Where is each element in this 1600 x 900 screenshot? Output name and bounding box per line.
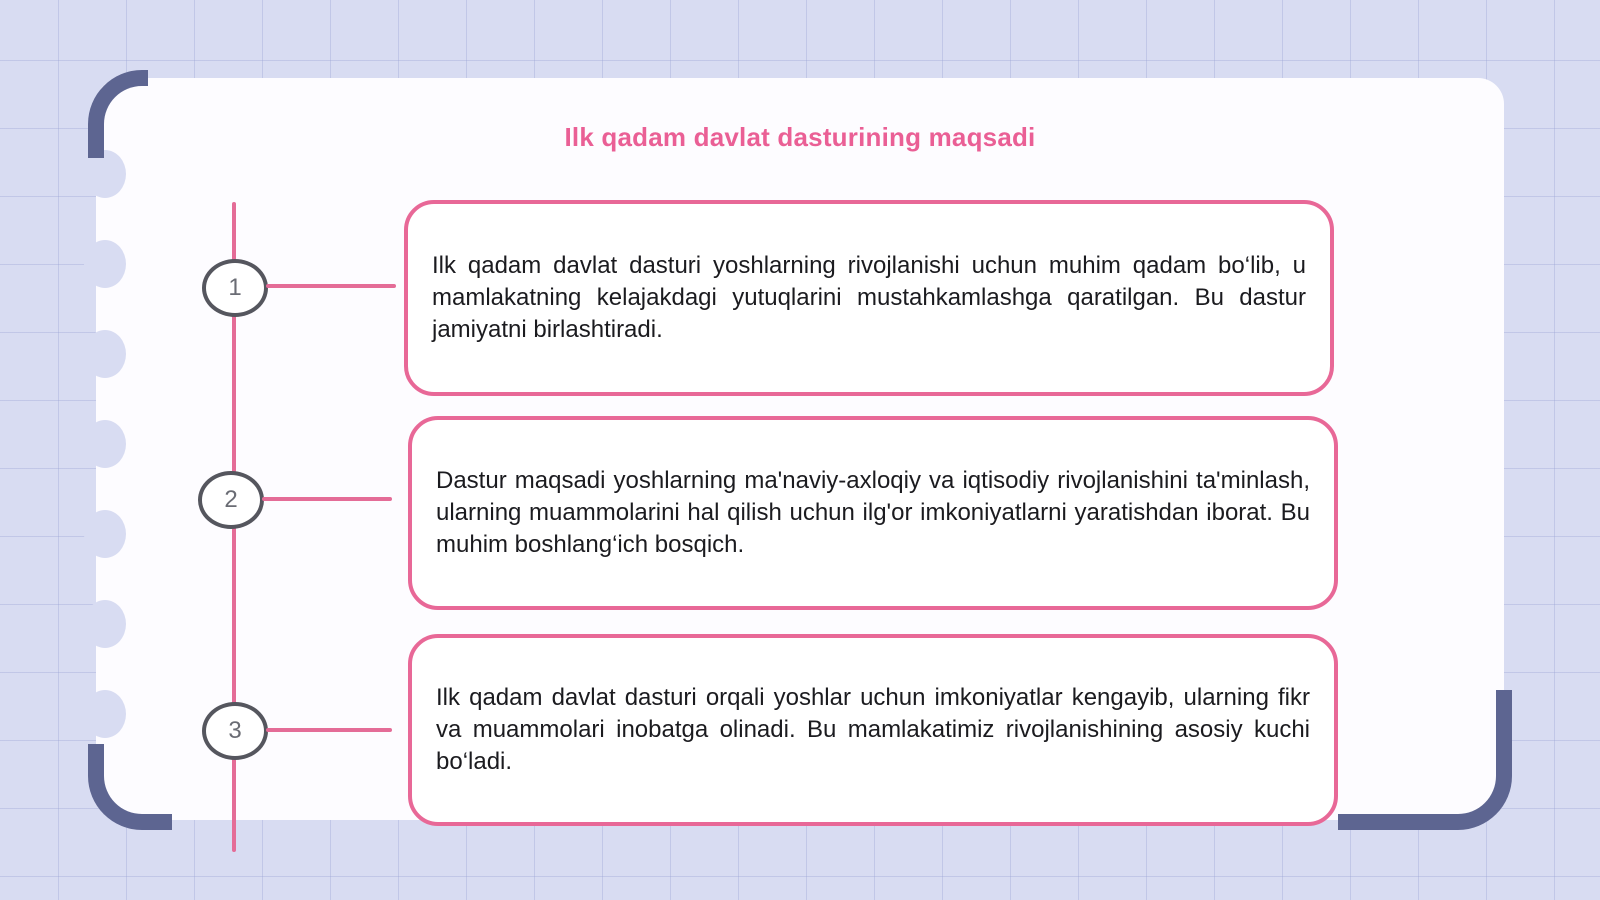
step-marker-1: 1 [202, 259, 268, 317]
notebook-notch [84, 690, 126, 738]
corner-bracket-top-left [88, 70, 148, 158]
notebook-notch [84, 330, 126, 378]
step-marker-2: 2 [198, 471, 264, 529]
step-connector-1 [266, 284, 396, 288]
slide-title: Ilk qadam davlat dasturining maqsadi [564, 122, 1036, 152]
step-text-2: Dastur maqsadi yoshlarning ma'naviy-axloqiy va iqtisodiy rivojlanishini ta'minlash, ularning muammolarini hal qilish uchun ilg'or imkoniyatlarni yaratishdan iborat. Bu muhim boshlang‘ich bosqich. [436, 467, 1310, 558]
notebook-notch [84, 600, 126, 648]
notebook-notch [84, 420, 126, 468]
step-card-2 [408, 416, 1338, 610]
step-text-3: Ilk qadam davlat dasturi orqali yoshlar uchun imkoniyatlar kengayib, ularning fikr va muammolari inobatga olinadi. Bu mamlakatimiz rivojlanishining asosiy kuchi bo‘ladi. [436, 684, 1310, 775]
notebook-notch [84, 510, 126, 558]
step-card-3 [408, 634, 1338, 826]
step-connector-2 [262, 497, 392, 501]
corner-bracket-bottom-right [1338, 690, 1512, 830]
step-marker-3: 3 [202, 702, 268, 760]
corner-bracket-bottom-left [88, 744, 172, 830]
step-connector-3 [266, 728, 392, 732]
step-card-1 [404, 200, 1334, 396]
step-text-1: Ilk qadam davlat dasturi yoshlarning rivojlanishi uchun muhim qadam bo‘lib, u mamlakatning kelajakdagi yutuqlarini mustahkamlashga qaratilgan. Bu dastur jamiyatni birlashtiradi. [432, 252, 1306, 343]
notebook-notch [84, 240, 126, 288]
